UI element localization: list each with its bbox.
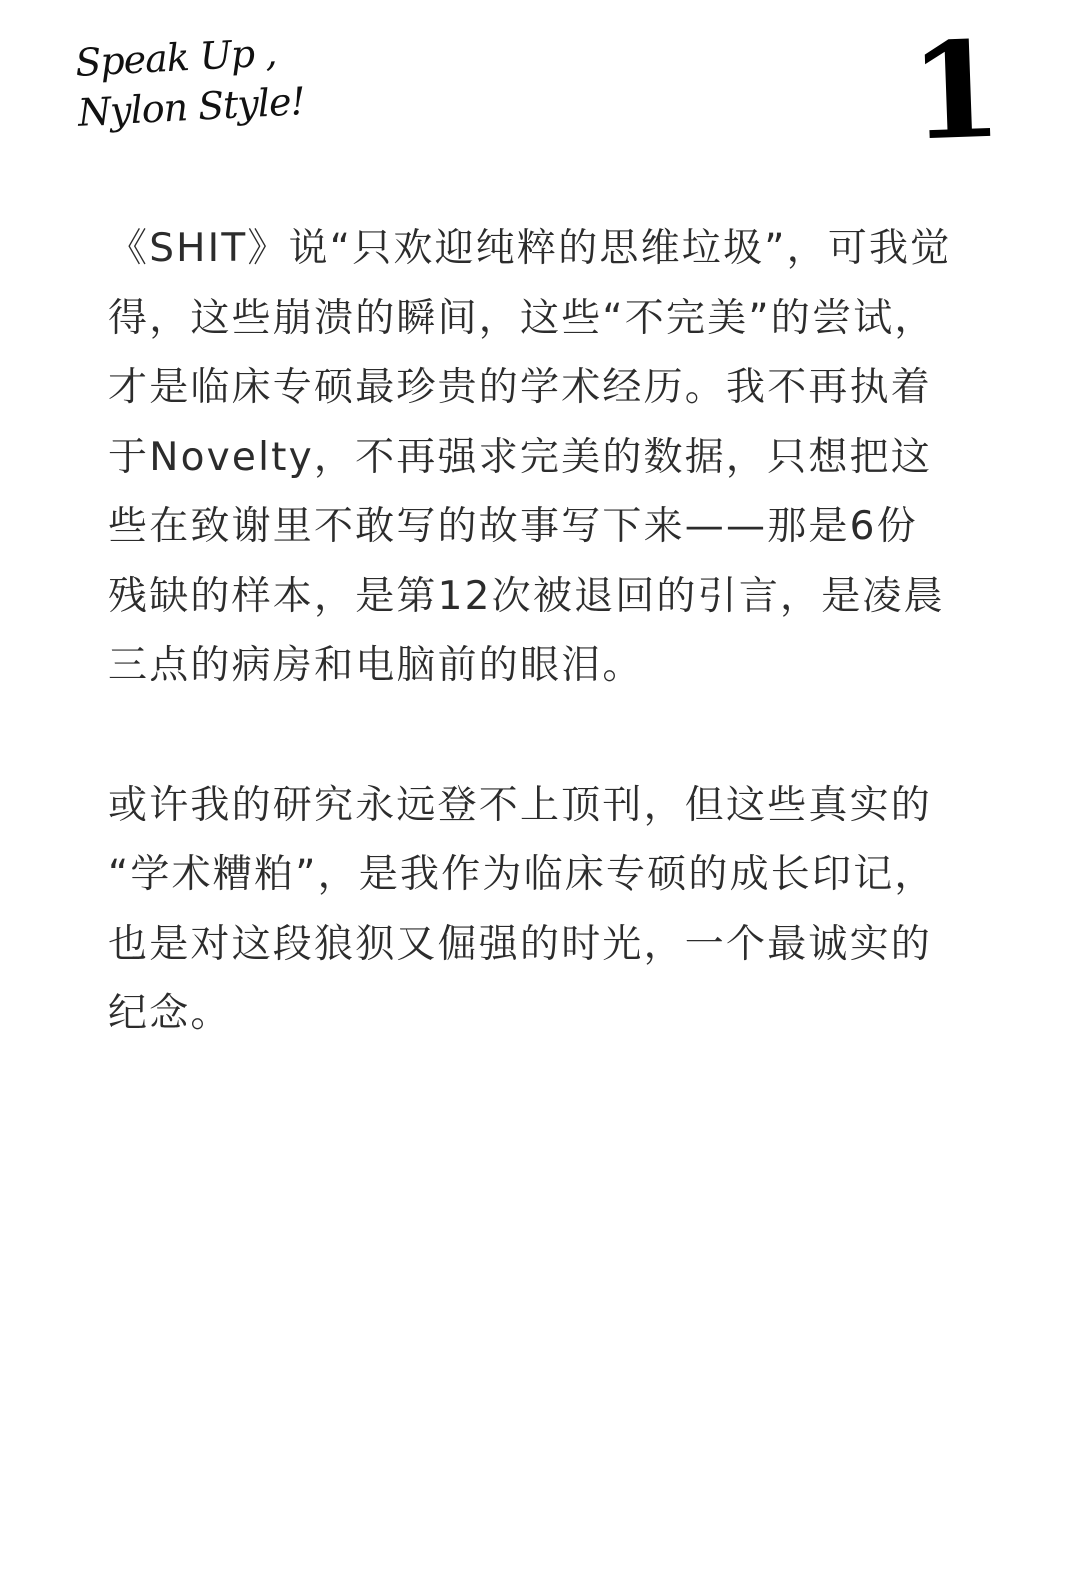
paragraph-2: [108, 771, 978, 1049]
text-line: 得，这些崩溃的瞬间，这些“不完美”的尝试，: [108, 295, 936, 341]
paragraph-1: [108, 214, 978, 701]
text-line: 《SHIT》说“只欢迎纯粹的思维垃圾”，可我觉: [108, 226, 952, 271]
article-body: [108, 214, 978, 1049]
text-line: 才是临床专硕最珍贵的学术经历。我不再执着: [108, 365, 933, 410]
brand-line-2: Nylon Style!: [76, 79, 306, 135]
text-line: 也是对这段狼狈又倔强的时光，一个最诚实的: [108, 921, 933, 967]
text-line: “学术糟粕”，是我作为临床专硕的成长印记，: [108, 852, 936, 897]
text-line: 纪念。: [108, 991, 232, 1036]
brand-line-1: Speak Up ,: [74, 30, 278, 85]
brand-logo: [74, 23, 359, 138]
text-line: 些在致谢里不敢写的故事写下来——那是6份: [108, 504, 918, 549]
text-line: 三点的病房和电脑前的眼泪。: [108, 643, 644, 688]
text-line: 或许我的研究永远登不上顶刊，但这些真实的: [108, 782, 933, 828]
text-line: 残缺的样本，是第12次被退回的引言，是凌晨: [108, 573, 945, 619]
text-line: 于Novelty，不再强求完美的数据，只想把这: [108, 434, 932, 480]
page-number: 1: [907, 12, 1005, 171]
